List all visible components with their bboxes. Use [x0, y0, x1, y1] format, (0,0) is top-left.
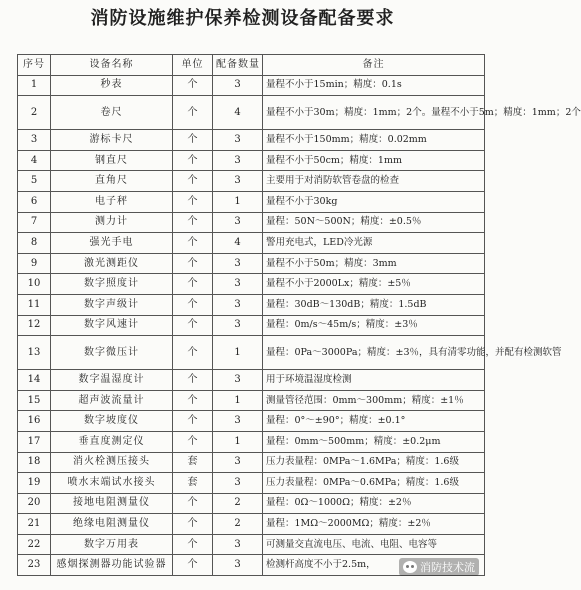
- table-row: [18, 390, 485, 411]
- note: 压力表量程：0MPa～1.6MPa；精度：1.6级: [263, 452, 485, 473]
- row-number: 3: [18, 130, 51, 151]
- equipment-table: [17, 54, 581, 576]
- note: 量程不小于2000Lx；精度：±5％: [263, 274, 485, 295]
- equipment-name: 感烟探测器功能试验器: [51, 555, 173, 576]
- unit: 个: [173, 315, 213, 336]
- table-row: [18, 315, 485, 336]
- note: 警用充电式，LED冷光源: [263, 233, 485, 254]
- quantity: 1: [213, 431, 263, 452]
- table-row: [18, 212, 485, 233]
- equipment-name: 数字温湿度计: [51, 370, 173, 391]
- quantity: 3: [213, 370, 263, 391]
- unit: 个: [173, 514, 213, 535]
- row-number: 20: [18, 493, 51, 514]
- quantity: 3: [213, 130, 263, 151]
- row-number: 4: [18, 150, 51, 171]
- table-row: [18, 514, 485, 535]
- table-row: [18, 130, 485, 151]
- quantity: 3: [213, 555, 263, 576]
- table-row: [18, 96, 485, 130]
- note: 量程不小于30m；精度：1mm；2个。量程不小于5m；精度：1mm；2个: [263, 96, 485, 130]
- row-number: 1: [18, 75, 51, 96]
- header-note: 备注: [263, 55, 485, 76]
- quantity: 3: [213, 473, 263, 494]
- unit: 个: [173, 171, 213, 192]
- quantity: 3: [213, 253, 263, 274]
- note: 压力表量程：0MPa～0.6MPa；精度：1.6级: [263, 473, 485, 494]
- table-row: [18, 191, 485, 212]
- row-number: 6: [18, 191, 51, 212]
- header-name: 设备名称: [51, 55, 173, 76]
- page-title: 消防设施维护保养检测设备配备要求: [90, 8, 395, 29]
- quantity: 3: [213, 274, 263, 295]
- row-number: 21: [18, 514, 51, 535]
- row-number: 2: [18, 96, 51, 130]
- equipment-name: 直角尺: [51, 171, 173, 192]
- equipment-name: 数字坡度仪: [51, 411, 173, 432]
- quantity: 3: [213, 411, 263, 432]
- unit: 个: [173, 150, 213, 171]
- row-number: 16: [18, 411, 51, 432]
- equipment-name: 激光测距仪: [51, 253, 173, 274]
- row-number: 11: [18, 294, 51, 315]
- equipment-name: 秒表: [51, 75, 173, 96]
- unit: 个: [173, 75, 213, 96]
- equipment-name: 绝缘电阻测量仪: [51, 514, 173, 535]
- equipment-name: 数字万用表: [51, 534, 173, 555]
- table-row: [18, 75, 485, 96]
- row-number: 10: [18, 274, 51, 295]
- equipment-name: 卷尺: [51, 96, 173, 130]
- table-row: [18, 431, 485, 452]
- quantity: 3: [213, 75, 263, 96]
- note: 量程不小于50m；精度：3mm: [263, 253, 485, 274]
- equipment-name: 消火栓测压接头: [51, 452, 173, 473]
- unit: 个: [173, 493, 213, 514]
- table-row: [18, 253, 485, 274]
- equipment-name: 数字声级计: [51, 294, 173, 315]
- table-row: [18, 336, 485, 370]
- note: 量程：0Ω～1000Ω；精度：±2％: [263, 493, 485, 514]
- equipment-name: 测力计: [51, 212, 173, 233]
- quantity: 1: [213, 390, 263, 411]
- table-row: [18, 473, 485, 494]
- header-qty: 配备数量: [213, 55, 263, 76]
- note: 测量管径范围：0mm～300mm；精度：±1％: [263, 390, 485, 411]
- watermark-text: 消防技术流: [420, 561, 475, 574]
- note: 用于环境温湿度检测: [263, 370, 485, 391]
- equipment-name: 强光手电: [51, 233, 173, 254]
- equipment-name: 钢直尺: [51, 150, 173, 171]
- row-number: 23: [18, 555, 51, 576]
- row-number: 22: [18, 534, 51, 555]
- quantity: 3: [213, 150, 263, 171]
- table-row: [18, 493, 485, 514]
- note: 量程：30dB～130dB；精度：1.5dB: [263, 294, 485, 315]
- table-row: [18, 411, 485, 432]
- row-number: 14: [18, 370, 51, 391]
- equipment-name: 数字风速计: [51, 315, 173, 336]
- quantity: 3: [213, 171, 263, 192]
- unit: 个: [173, 253, 213, 274]
- note: 主要用于对消防软管卷盘的检查: [263, 171, 485, 192]
- row-number: 15: [18, 390, 51, 411]
- table-row: [18, 452, 485, 473]
- table-row: [18, 233, 485, 254]
- unit: 套: [173, 452, 213, 473]
- unit: 个: [173, 233, 213, 254]
- unit: 个: [173, 370, 213, 391]
- note: 量程不小于15min；精度：0.1s: [263, 75, 485, 96]
- note: 量程不小于30kg: [263, 191, 485, 212]
- note: 检测杆高度不小于2.5m，: [263, 555, 485, 576]
- unit: 个: [173, 336, 213, 370]
- table-row: [18, 274, 485, 295]
- unit: 个: [173, 191, 213, 212]
- row-number: 13: [18, 336, 51, 370]
- quantity: 3: [213, 315, 263, 336]
- unit: 个: [173, 431, 213, 452]
- table-row: [18, 171, 485, 192]
- note: 量程：0Pa～3000Pa；精度：±3％，具有清零功能，并配有检测软管: [263, 336, 485, 370]
- unit: 个: [173, 411, 213, 432]
- unit: 个: [173, 212, 213, 233]
- note: 量程：0m/s～45m/s；精度：±3％: [263, 315, 485, 336]
- note: 量程：0°～±90°；精度：±0.1°: [263, 411, 485, 432]
- header-row: [18, 55, 485, 76]
- unit: 个: [173, 534, 213, 555]
- quantity: 2: [213, 493, 263, 514]
- header-unit: 单位: [173, 55, 213, 76]
- equipment-name: 游标卡尺: [51, 130, 173, 151]
- note: 量程：1MΩ～2000MΩ；精度：±2％: [263, 514, 485, 535]
- equipment-name: 超声波流量计: [51, 390, 173, 411]
- equipment-name: 喷水末端试水接头: [51, 473, 173, 494]
- equipment-name: 电子秤: [51, 191, 173, 212]
- note: 量程：50N～500N；精度：±0.5％: [263, 212, 485, 233]
- row-number: 7: [18, 212, 51, 233]
- header-no: 序号: [18, 55, 51, 76]
- unit: 个: [173, 274, 213, 295]
- table-body: [18, 75, 581, 575]
- quantity: 3: [213, 452, 263, 473]
- row-number: 19: [18, 473, 51, 494]
- note: 可测量交直流电压、电流、电阻、电容等: [263, 534, 485, 555]
- quantity: 4: [213, 96, 263, 130]
- quantity: 1: [213, 336, 263, 370]
- equipment-name: 接地电阻测量仪: [51, 493, 173, 514]
- equipment-name: 数字微压计: [51, 336, 173, 370]
- unit: 个: [173, 390, 213, 411]
- note: 量程不小于50cm；精度：1mm: [263, 150, 485, 171]
- unit: 个: [173, 130, 213, 151]
- row-number: 5: [18, 171, 51, 192]
- quantity: 3: [213, 294, 263, 315]
- row-number: 17: [18, 431, 51, 452]
- table-row: [18, 370, 485, 391]
- row-number: 12: [18, 315, 51, 336]
- equipment-name: 垂直度测定仪: [51, 431, 173, 452]
- note: 量程不小于150mm；精度：0.02mm: [263, 130, 485, 151]
- table-row: [18, 534, 485, 555]
- unit: 个: [173, 294, 213, 315]
- unit: 个: [173, 96, 213, 130]
- row-number: 9: [18, 253, 51, 274]
- quantity: 1: [213, 191, 263, 212]
- table-row: [18, 150, 485, 171]
- quantity: 3: [213, 534, 263, 555]
- quantity: 4: [213, 233, 263, 254]
- note: 量程：0mm～500mm；精度：±0.2μm: [263, 431, 485, 452]
- unit: 套: [173, 473, 213, 494]
- row-number: 18: [18, 452, 51, 473]
- unit: 个: [173, 555, 213, 576]
- equipment-name: 数字照度计: [51, 274, 173, 295]
- wechat-icon: [403, 561, 417, 573]
- quantity: 3: [213, 212, 263, 233]
- watermark: [399, 558, 479, 576]
- quantity: 2: [213, 514, 263, 535]
- table-row: [18, 294, 485, 315]
- row-number: 8: [18, 233, 51, 254]
